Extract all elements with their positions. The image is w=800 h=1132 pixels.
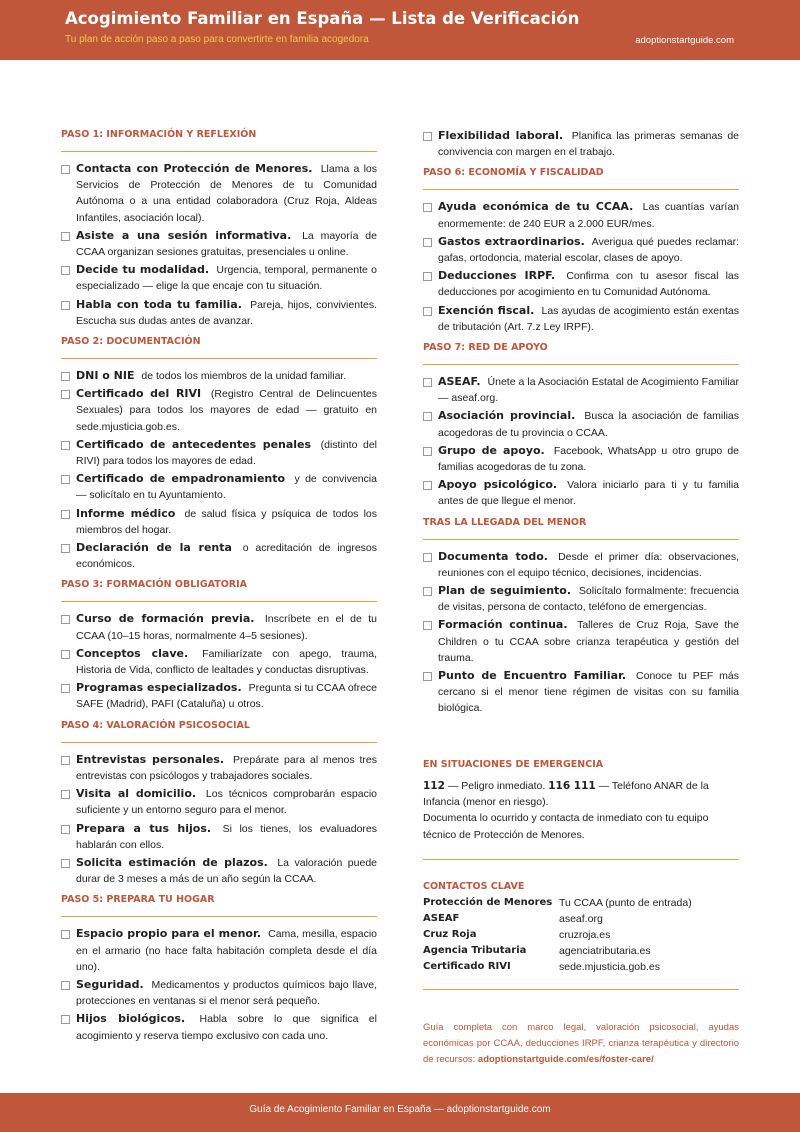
section-title: PASO 1: INFORMACIÓN Y REFLEXIÓN [61, 129, 257, 140]
checklist-item-heading: Plan de seguimiento. [438, 584, 572, 598]
checklist-section [61, 893, 377, 1043]
contacts-table [423, 895, 739, 975]
checklist-item [61, 786, 377, 818]
checklist-item [61, 855, 377, 887]
checklist-item-heading: Visita al domicilio. [76, 787, 197, 801]
contact-row [423, 959, 739, 975]
checklist-item-text [76, 262, 377, 294]
checklist-item-description: Pareja, hijos, convivientes. Escucha sus dudas antes de avanzar. [76, 298, 377, 327]
checklist-item-heading: Decide tu modalidad. [76, 263, 210, 277]
checkbox-icon[interactable] [61, 475, 70, 484]
checklist-item [423, 128, 739, 160]
checklist-item [61, 977, 377, 1009]
checklist-item-description: Si los tienes, los evaluadores hablarán con ellos. [76, 822, 377, 851]
checklist-item-heading: Curso de formación previa. [76, 612, 255, 626]
checkbox-icon[interactable] [423, 672, 432, 681]
checklist-item-heading: Exención fiscal. [438, 303, 535, 317]
checklist-item [61, 1011, 377, 1043]
section-title: PASO 5: PREPARA TU HOGAR [61, 894, 215, 906]
page-title: Acogimiento Familiar en España — Lista de Verificación [65, 9, 580, 28]
checkbox-icon[interactable] [423, 378, 432, 387]
right-column [423, 128, 739, 723]
checklist-item-description: de todos los miembros de la unidad familiar. [141, 370, 347, 383]
checkbox-icon[interactable] [423, 481, 432, 490]
checklist-item-text [438, 549, 739, 581]
checklist-item-heading: Gastos extraordinarios. [438, 234, 585, 248]
checklist-item-text [438, 303, 739, 335]
checkbox-icon[interactable] [61, 266, 70, 275]
contact-label: Protección de Menores [423, 897, 553, 908]
section-divider [423, 189, 739, 190]
checklist-item-text [76, 297, 377, 329]
checklist-item-text [76, 680, 377, 712]
checkbox-icon[interactable] [61, 981, 70, 990]
contacts-divider [423, 989, 739, 990]
checklist-item-text [76, 506, 377, 538]
checklist-item-heading: Punto de Encuentro Familiar. [438, 669, 627, 683]
checklist-item [423, 303, 739, 335]
checkbox-icon[interactable] [61, 232, 70, 241]
checklist-item-heading: Hijos biológicos. [76, 1012, 186, 1026]
checklist-item-text [76, 1011, 377, 1043]
checklist-item-text [76, 471, 377, 503]
checklist-item-heading: Flexibilidad laboral. [438, 129, 564, 142]
checklist-item-text [438, 668, 739, 717]
emergency-divider [423, 859, 739, 860]
checklist-item [61, 752, 377, 784]
checklist-item-description: La mayoría de CCAA organizan sesiones gratuitas, presenciales u online. [76, 229, 377, 259]
checkbox-icon[interactable] [61, 790, 70, 799]
checklist-item [423, 617, 739, 666]
checklist-item-heading: Seguridad. [76, 977, 144, 991]
checklist-item-text [76, 368, 377, 384]
checklist-item-heading: Formación continua. [438, 618, 568, 632]
contact-value: Tu CCAA (punto de entrada) [559, 897, 692, 909]
contact-value: sede.mjusticia.gob.es [559, 961, 660, 973]
checklist-item-description: Solicítalo formalmente: frecuencia de visitas, persona de contacto, teléfono de emergencias. [438, 585, 739, 614]
guide-link[interactable]: adoptionstartguide.com/es/foster-care/ [477, 1054, 654, 1065]
checklist-item-description: Conoce tu PEF más cercano si el menor tiene régimen de visitas con su familia biológica. [438, 670, 739, 715]
checklist-section [61, 719, 377, 888]
section-divider [423, 364, 739, 365]
checklist-item-heading: Asociación provincial. [438, 409, 576, 423]
checklist-item [423, 443, 739, 475]
section-divider [61, 916, 377, 917]
checklist-item-heading: ASEAF. [438, 375, 481, 389]
contacts-box [423, 880, 739, 990]
checkbox-icon[interactable] [61, 930, 70, 939]
section-title: PASO 6: ECONOMÍA Y FISCALIDAD [423, 167, 604, 179]
contact-label: Agencia Tributaria [423, 945, 527, 956]
checklist-item-text [76, 161, 377, 226]
checklist-item-heading: DNI o NIE [76, 369, 135, 383]
checklist-item [61, 926, 377, 975]
checklist-item-text [76, 611, 377, 643]
checklist-section [423, 341, 739, 510]
checklist-item [423, 668, 739, 717]
checklist-item-heading: Entrevistas personales. [76, 752, 225, 766]
contact-row [423, 911, 739, 927]
checkbox-icon[interactable] [61, 1015, 70, 1024]
checkbox-icon[interactable] [61, 615, 70, 624]
checklist-item-description: Cama, mesilla, espacio en el armario (no hace falta habitación completa desde el día uno). [76, 928, 378, 973]
checklist-item [61, 611, 377, 643]
contact-value: aseaf.org [559, 913, 603, 925]
checkbox-icon[interactable] [61, 510, 70, 519]
section-title: PASO 3: FORMACIÓN OBLIGATORIA [61, 579, 247, 591]
checklist-item-description: Los técnicos comprobarán espacio suficiente y un entorno seguro para el menor. [76, 788, 377, 817]
checklist-item [423, 477, 739, 509]
checklist-item [423, 268, 739, 300]
checklist-item-description: (Registro Central de Delincuentes Sexuales) para todos los mayores de edad — gratuito en sede.mjusticia.gob.es. [76, 388, 378, 433]
checklist-section [61, 578, 377, 712]
checklist-item-description: Únete a la Asociación Estatal de Acogimiento Familiar — aseaf.org. [438, 376, 740, 405]
checklist-item-heading: Ayuda económica de tu CCAA. [438, 200, 634, 214]
checklist-item-heading: Certificado de antecedentes penales [76, 437, 312, 451]
contact-value: cruzroja.es [559, 929, 611, 941]
footer-text: Guía de Acogimiento Familiar en España — adoptionstartguide.com [249, 1104, 551, 1115]
checkbox-icon[interactable] [61, 650, 70, 659]
page-header [0, 0, 800, 60]
section-title: PASO 7: RED DE APOYO [423, 342, 548, 354]
checklist-item-description: Averigua qué puedes reclamar: gafas, ortodoncia, material escolar, clases de apoyo. [438, 235, 740, 265]
checklist-item-heading: Programas especializados. [76, 681, 242, 695]
checklist-item-heading: Prepara a tus hijos. [76, 821, 212, 835]
checklist-item-description: Llama a los Servicios de Protección de Menores de tu Comunidad Autónoma o a una entidad colaboradora (Cruz Roja, Aldeas Infantiles, asociación local). [76, 163, 377, 224]
checklist-item-text [76, 821, 377, 853]
checkbox-icon[interactable] [423, 307, 432, 316]
emergency-box [423, 758, 739, 860]
checklist-item-description: Confirma con tu asesor fiscal las deducciones por acogimiento en tu Comunidad Autónoma. [438, 270, 739, 299]
checklist-item [423, 199, 739, 231]
checklist-section [61, 335, 377, 572]
emergency-text-anar: — Teléfono ANAR de la Infancia (menor en riesgo). [423, 780, 709, 809]
checkbox-icon[interactable] [423, 587, 432, 596]
checklist-item-description: Valora iniciarlo para ti y tu familia antes de que llegue el menor. [438, 479, 739, 508]
checklist-item-heading: Declaración de la renta [76, 541, 232, 555]
page-footer [0, 1093, 800, 1132]
checklist-item [61, 368, 377, 384]
contact-row [423, 927, 739, 943]
checklist-item-text [438, 374, 739, 406]
checkbox-icon[interactable] [61, 544, 70, 553]
emergency-line-1 [423, 778, 739, 810]
contact-value: agenciatributaria.es [559, 945, 651, 957]
contact-row [423, 895, 739, 911]
contact-label: Certificado RIVI [423, 961, 511, 972]
checklist-item [61, 297, 377, 329]
checklist-item-heading: Grupo de apoyo. [438, 443, 545, 457]
section-divider [61, 358, 377, 359]
checkbox-icon[interactable] [61, 301, 70, 310]
checklist-item [61, 262, 377, 294]
checkbox-icon[interactable] [423, 412, 432, 421]
checklist-item-heading: Certificado de empadronamiento [76, 472, 286, 486]
checklist-section [423, 128, 739, 160]
checklist-item-heading: Solicita estimación de plazos. [76, 855, 268, 869]
guide-note [423, 1020, 739, 1068]
checkbox-icon[interactable] [423, 447, 432, 456]
left-column [61, 128, 377, 1050]
section-title: PASO 2: DOCUMENTACIÓN [61, 336, 201, 348]
checklist-item-text [76, 752, 377, 784]
section-divider [423, 539, 739, 540]
checklist-item-heading: Informe médico [76, 506, 176, 520]
emergency-number-anar: 116 111 [548, 780, 596, 792]
checkbox-icon[interactable] [61, 825, 70, 834]
checklist-section [423, 166, 739, 335]
checklist-item [61, 161, 377, 226]
checklist-item-text [76, 228, 377, 260]
emergency-title: EN SITUACIONES DE EMERGENCIA [423, 759, 604, 770]
checklist-item-heading: Certificado del RIVI [76, 387, 202, 401]
checklist-item-text [438, 268, 739, 300]
checklist-item-text [76, 437, 377, 469]
checkbox-icon[interactable] [423, 238, 432, 247]
checkbox-icon[interactable] [61, 165, 70, 174]
contact-label: Cruz Roja [423, 929, 477, 940]
checkbox-icon[interactable] [423, 621, 432, 630]
checklist-item [61, 471, 377, 503]
checklist-item-text [438, 128, 739, 160]
checklist-item-description: La valoración puede durar de 3 meses a más de un año según la CCAA. [76, 856, 378, 886]
checklist-item-text [76, 855, 377, 887]
checkbox-icon[interactable] [423, 132, 432, 141]
section-divider [61, 742, 377, 743]
checklist-item [61, 437, 377, 469]
page-subtitle: Tu plan de acción paso a paso para convertirte en familia acogedora [65, 34, 369, 45]
checklist-item [61, 540, 377, 572]
checklist-item-description: (distinto del RIVI) para todos los mayores de edad. [76, 438, 377, 468]
checklist-item-description: Talleres de Cruz Roja, Save the Children o tu CCAA sobre crianza terapéutica y gestión del trauma. [438, 619, 739, 664]
checklist-item [61, 506, 377, 538]
checklist-item-heading: Contacta con Protección de Menores. [76, 162, 313, 175]
checklist-item-heading: Deducciones IRPF. [438, 269, 556, 283]
checklist-item [423, 583, 739, 615]
checklist-item-heading: Asiste a una sesión informativa. [76, 228, 292, 242]
emergency-number-112: 112 [423, 780, 445, 792]
checklist-item [61, 680, 377, 712]
checklist-item-heading: Habla con toda tu familia. [76, 297, 242, 311]
checklist-item-text [76, 786, 377, 818]
checkbox-icon[interactable] [61, 441, 70, 450]
checklist-item-description: Urgencia, temporal, permanente o especializado — elige la que encaje con tu situación. [76, 264, 378, 293]
emergency-text-112: — Peligro inmediato. [444, 780, 549, 792]
checklist-item-description: Las ayudas de acogimiento están exentas de tributación (Art. 7.z Ley IRPF). [438, 304, 739, 333]
checklist-item-text [438, 583, 739, 615]
checklist-item-text [438, 477, 739, 509]
section-divider [61, 601, 377, 602]
checklist-item-text [438, 234, 739, 266]
checklist-item-description: Busca la asociación de familias acogedoras de tu provincia o CCAA. [438, 410, 739, 439]
checkbox-icon[interactable] [61, 390, 70, 399]
checklist-item [423, 408, 739, 440]
checklist-item-heading: Conceptos clave. [76, 646, 189, 660]
checklist-item [423, 374, 739, 406]
checklist-item-heading: Espacio propio para el menor. [76, 927, 262, 941]
checklist-item [61, 821, 377, 853]
section-title: PASO 4: VALORACIÓN PSICOSOCIAL [61, 719, 250, 731]
checklist-section [423, 516, 739, 717]
section-divider [61, 151, 377, 152]
checkbox-icon[interactable] [423, 272, 432, 281]
checklist-section [61, 128, 377, 329]
checklist-item-text [76, 646, 377, 678]
checklist-item-text [438, 408, 739, 440]
checklist-item-description: y de convivencia — solicítalo en tu Ayuntamiento. [76, 473, 377, 502]
emergency-line-2: Documenta lo ocurrido y contacta de inmediato con tu equipo técnico de Protección de Menores. [423, 812, 709, 841]
contact-label: ASEAF [423, 913, 460, 924]
checklist-item-description: Desde el primer día: observaciones, reuniones con el equipo técnico, decisiones, incidencias. [438, 550, 739, 579]
checklist-item-description: Familiarízate con apego, trauma, Historia de Vida, conflicto de lealtades y conductas disruptivas. [76, 647, 377, 677]
checklist-item-text [76, 977, 377, 1009]
header-site-link[interactable]: adoptionstartguide.com [635, 35, 734, 46]
checklist-item [61, 646, 377, 678]
checklist-item-description: Inscríbete en el de tu CCAA (10–15 horas, normalmente 4–5 sesiones). [76, 613, 377, 642]
checklist-item-heading: Apoyo psicológico. [438, 478, 558, 492]
checklist-item [61, 228, 377, 260]
checklist-item [423, 234, 739, 266]
checklist-item-description: Las cuantías varían enormemente: de 240 EUR a 2.000 EUR/mes. [438, 201, 739, 230]
checklist-item-description: Pregunta si tu CCAA ofrece SAFE (Madrid), PAFI (Cataluña) u otros. [76, 682, 378, 711]
guide-text: Guía completa con marco legal, valoración psicosocial, ayudas económicas por CCAA, deducciones IRPF, crianza terapéutica y directorio de recursos: [423, 1022, 739, 1065]
checklist-item-description: de salud física y psíquica de todos los miembros del hogar. [76, 507, 377, 536]
checklist-item-text [438, 199, 739, 231]
checkbox-icon[interactable] [61, 756, 70, 765]
checklist-item-text [438, 617, 739, 666]
checklist-item-description: Habla sobre lo que significa el acogimiento y reserva tiempo exclusivo con cada uno. [76, 1013, 377, 1042]
checklist-item-description: Prepárate para al menos tres entrevistas con psicólogos y trabajadores sociales. [76, 753, 377, 782]
checklist-item-description: Planifica las primeras semanas de convivencia con margen en el trabajo. [438, 130, 740, 159]
checkbox-icon[interactable] [61, 684, 70, 693]
checklist-item-description: Facebook, WhatsApp u otro grupo de familias acogedoras de tu zona. [438, 444, 739, 474]
checklist-item-heading: Documenta todo. [438, 549, 548, 563]
checkbox-icon[interactable] [423, 553, 432, 562]
checklist-item [423, 549, 739, 581]
section-title: TRAS LA LLEGADA DEL MENOR [423, 516, 587, 528]
checklist-item [61, 386, 377, 435]
checklist-item-text [76, 540, 377, 572]
contact-row [423, 943, 739, 959]
checkbox-icon[interactable] [423, 203, 432, 212]
checklist-item-text [76, 926, 377, 975]
checklist-item-text [76, 386, 377, 435]
checkbox-icon[interactable] [61, 372, 70, 381]
checklist-item-description: o acreditación de ingresos económicos. [76, 542, 378, 571]
checkbox-icon[interactable] [61, 859, 70, 868]
checklist-item-text [438, 443, 739, 475]
checklist-item-description: Medicamentos y productos químicos bajo llave, protecciones en ventanas si el menor será pequeño. [76, 978, 377, 1008]
contacts-title: CONTACTOS CLAVE [423, 881, 525, 892]
